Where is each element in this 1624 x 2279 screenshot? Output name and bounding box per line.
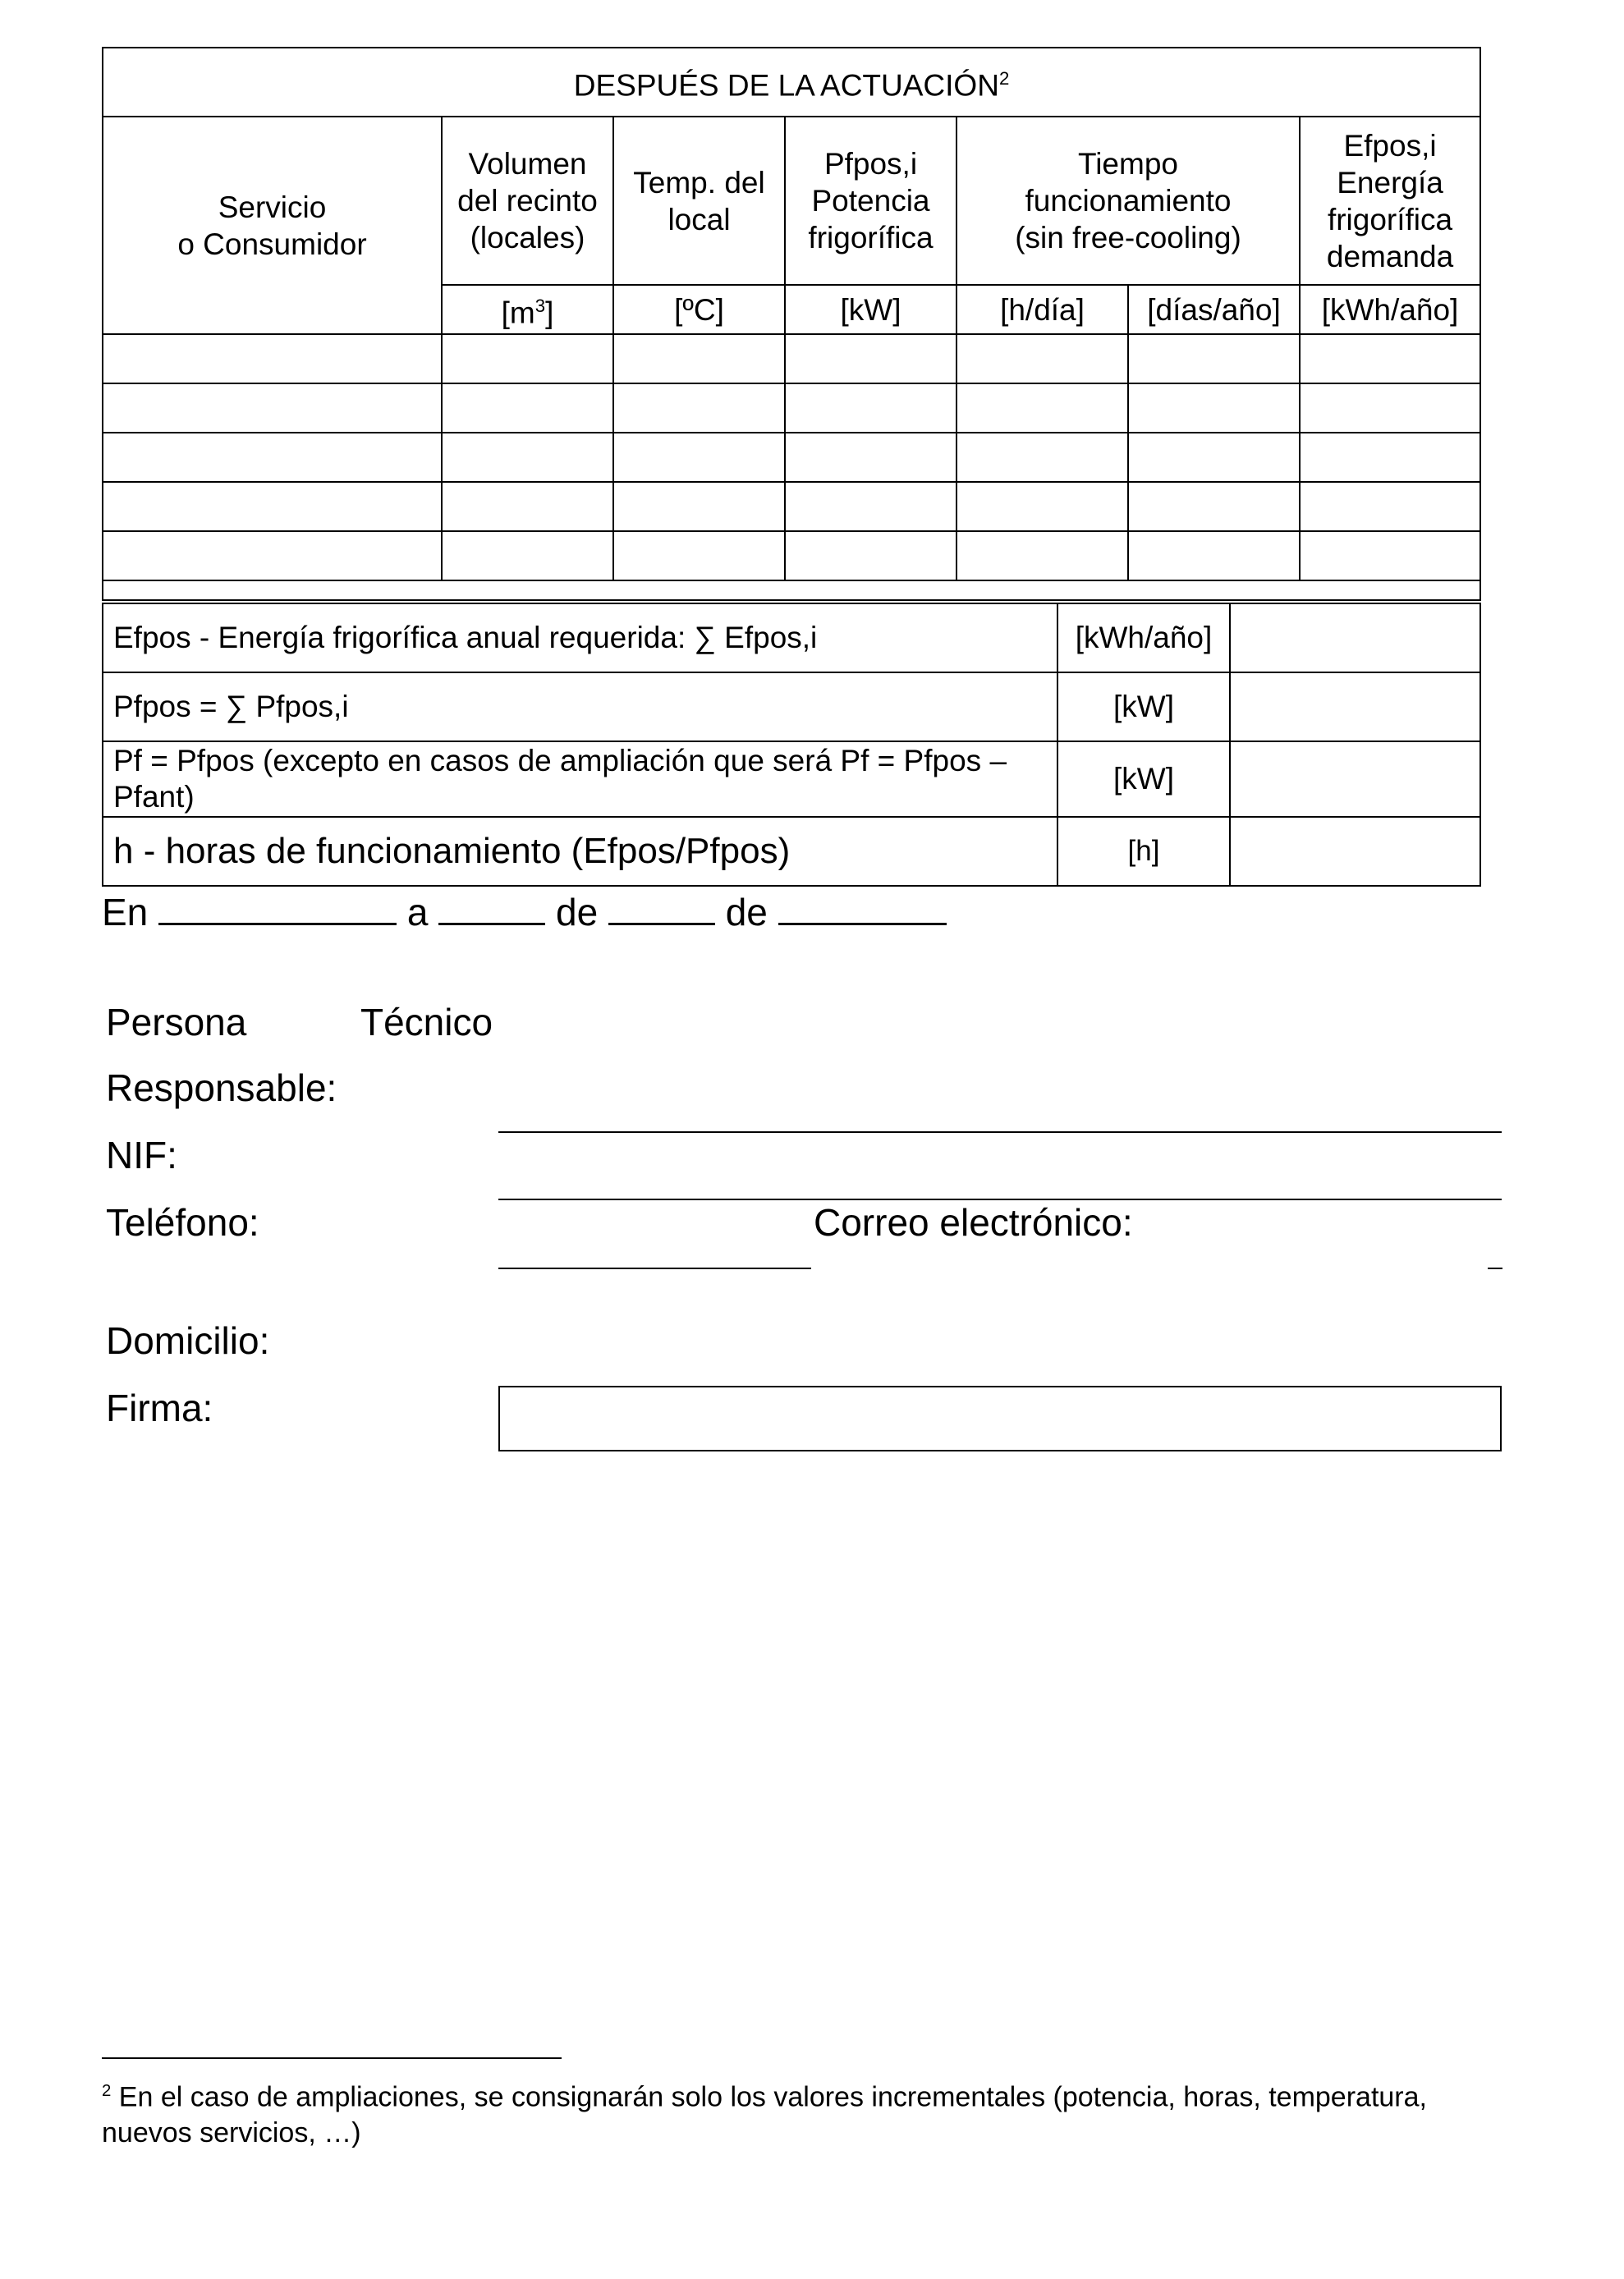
summary-pfpos-value[interactable] [1230,672,1480,741]
day-blank[interactable] [438,890,545,925]
summary-hours-unit: [h] [1057,817,1230,886]
label-tecnico: Técnico [360,1001,493,1043]
unit-pfpos: [kW] [785,285,957,334]
input-cell[interactable] [613,531,785,580]
summary-pfpos-unit: [kW] [1057,672,1230,741]
table-row [103,383,1480,433]
input-cell[interactable] [442,433,613,482]
label-responsable: Responsable: [106,1066,337,1109]
input-cell[interactable] [785,383,957,433]
summary-efpos-label: Efpos - Energía frigorífica anual requerida: ∑ Efpos,i [103,603,1057,672]
correo-line-end[interactable] [1488,1268,1502,1269]
summary-pfpos-label: Pfpos = ∑ Pfpos,i [103,672,1057,741]
input-cell[interactable] [1128,383,1300,433]
summary-pf-unit: [kW] [1057,741,1230,817]
table-row [103,531,1480,580]
header-volumen: Volumen del recinto (locales) [442,117,613,285]
place-blank[interactable] [158,890,397,925]
input-cell[interactable] [103,383,442,433]
input-cell[interactable] [442,531,613,580]
input-cell[interactable] [1128,433,1300,482]
table-row [103,334,1480,383]
unit-volumen: $[m^3]$ [442,285,613,334]
summary-hours-value[interactable] [1230,817,1480,886]
input-cell[interactable] [1300,383,1480,433]
input-cell[interactable] [613,383,785,433]
label-telefono: Teléfono: [106,1201,259,1244]
summary-pf-label: Pf = Pfpos (excepto en casos de ampliación que será Pf = Pfpos – Pfant) [103,741,1057,817]
telefono-line[interactable] [498,1268,811,1269]
unit-temp: [ºC] [613,285,785,334]
unit-dias: [días/año] [1128,285,1300,334]
responsable-line[interactable] [498,1131,1502,1133]
input-cell[interactable] [613,334,785,383]
label-firma: Firma: [106,1387,213,1429]
input-cell[interactable] [957,531,1128,580]
unit-efpos: [kWh/año] [1300,285,1480,334]
footnote [102,2073,1498,2151]
input-cell[interactable] [785,433,957,482]
unit-hdia: [h/día] [957,285,1128,334]
label-nif: NIF: [106,1134,177,1176]
header-temp: Temp. del local [613,117,785,285]
date-line: En a de de [102,890,947,934]
footnote-text: En el caso de ampliaciones, se consignarán solo los valores incrementales (potencia, horas, temperatura, nuevos servicios, …) [102,2081,1427,2149]
month-blank[interactable] [608,890,715,925]
footnote-separator [102,2057,562,2059]
footnote-ref: 2 [998,68,1010,89]
label-domicilio: Domicilio: [106,1319,270,1362]
input-cell[interactable] [957,482,1128,531]
input-cell[interactable] [1128,334,1300,383]
summary-pf-value[interactable] [1230,741,1480,817]
summary-hours-label: h - horas de funcionamiento (Efpos/Pfpos) [103,817,1057,886]
input-cell[interactable] [442,383,613,433]
table-title: DESPUÉS DE LA ACTUACIÓN$^2$ [103,48,1480,117]
header-efpos: Efpos,i Energía frigorífica demanda [1300,117,1480,285]
input-cell[interactable] [103,334,442,383]
input-cell[interactable] [957,433,1128,482]
input-cell[interactable] [1300,433,1480,482]
header-servicio: Servicio o Consumidor [103,117,442,334]
summary-table [102,603,1481,887]
input-cell[interactable] [957,334,1128,383]
summary-efpos-unit: [kWh/año] [1057,603,1230,672]
input-cell[interactable] [1128,531,1300,580]
input-cell[interactable] [1300,334,1480,383]
input-cell[interactable] [785,531,957,580]
table-spacer [103,580,1480,600]
input-cell[interactable] [613,433,785,482]
input-cell[interactable] [1128,482,1300,531]
input-cell[interactable] [1300,531,1480,580]
actuation-table [102,47,1481,601]
table-row [103,482,1480,531]
input-cell[interactable] [103,482,442,531]
year-blank[interactable] [778,890,947,925]
header-tiempo: Tiempo funcionamiento (sin free-cooling) [957,117,1300,285]
input-cell[interactable] [613,482,785,531]
summary-efpos-value[interactable] [1230,603,1480,672]
input-cell[interactable] [785,334,957,383]
input-cell[interactable] [1300,482,1480,531]
header-pfpos: Pfpos,i Potencia frigorífica [785,117,957,285]
input-cell[interactable] [103,433,442,482]
input-cell[interactable] [103,531,442,580]
signature-box[interactable] [498,1386,1502,1451]
input-cell[interactable] [785,482,957,531]
table-row [103,433,1480,482]
input-cell[interactable] [957,383,1128,433]
input-cell[interactable] [442,482,613,531]
input-cell[interactable] [442,334,613,383]
footnote-number: 2 [102,2082,112,2100]
label-persona: Persona [106,1001,247,1043]
label-correo: Correo electrónico: [814,1201,1133,1244]
